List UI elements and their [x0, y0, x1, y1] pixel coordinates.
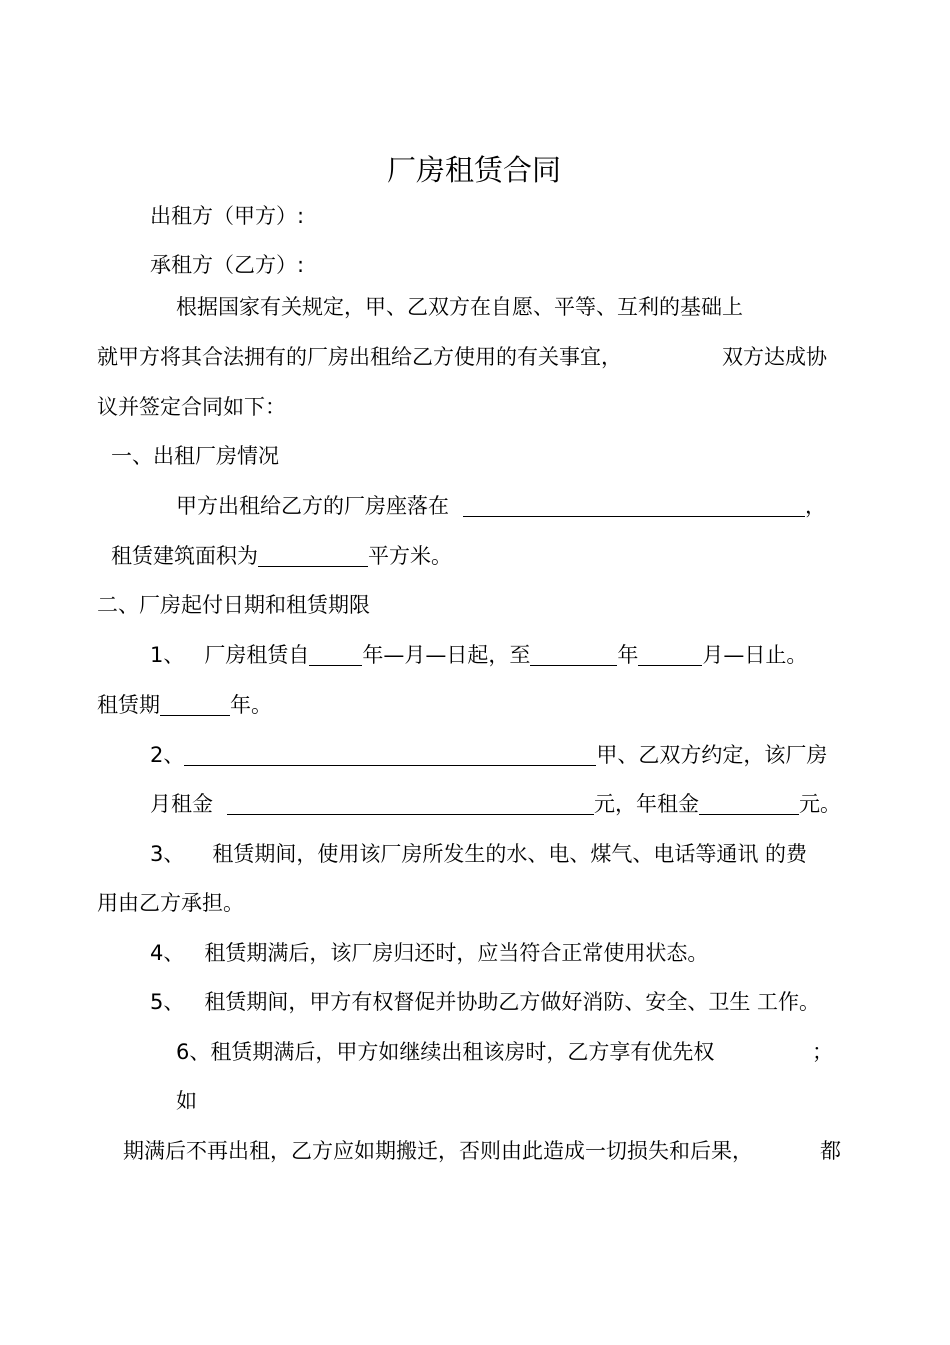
annual-rent-unit: 元。 [799, 792, 841, 816]
preamble-line-3: 议并签定合同如下： [97, 395, 286, 419]
item-1-text-d: 月—日止。 [702, 643, 808, 667]
end-year-blank [530, 643, 617, 666]
preamble-line-2b: 双方达成协 [722, 345, 827, 369]
item-5-text: 租赁期间，甲方有权督促并协助乙方做好消防、安全、卫生 工作。 [204, 990, 821, 1014]
item-2-text-a: 甲、乙双方约定，该厂房 [596, 743, 828, 767]
item-6-line-3: 期满后不再出租，乙方应如期搬迁，否则由此造成一切损失和后果， [123, 1139, 753, 1163]
item-1-line-1 [150, 641, 807, 669]
end-month-blank [638, 643, 702, 666]
location-label: 甲方出租给乙方的厂房座落在 [176, 494, 449, 518]
item-1-text-b: 年—月—日起，至 [362, 643, 531, 667]
item-2-number: 2、 [150, 743, 185, 767]
item-3-number: 3、 [150, 842, 185, 866]
item-6-line-1: 6、租赁期满后，甲方如继续出租该房时，乙方享有优先权 [176, 1040, 715, 1064]
item-6-line-2: 如 [176, 1089, 197, 1113]
item-1-text-c: 年 [617, 643, 639, 667]
annual-rent-blank [699, 792, 799, 815]
item-5-line [150, 988, 820, 1016]
item-4-number: 4、 [150, 941, 185, 965]
item-6-semicolon: ； [812, 1040, 833, 1064]
area-label: 租赁建筑面积为 [111, 544, 258, 568]
item-4-line [150, 939, 708, 967]
section-2-heading: 二、厂房起付日期和租赁期限 [97, 593, 370, 617]
section-1-area-line [111, 542, 452, 570]
monthly-rent-label: 月租金 [150, 792, 213, 816]
item-3-text-a: 租赁期间，使用该厂房所发生的水、电、煤气、电话等通讯 的费 [212, 842, 808, 866]
lease-term-unit: 年。 [230, 693, 272, 717]
preamble-line-2a: 就甲方将其合法拥有的厂房出租给乙方使用的有关事宜， [97, 345, 622, 369]
item-2-line-2 [150, 790, 841, 818]
section-1-location-line [176, 492, 826, 520]
start-year-blank [309, 643, 362, 666]
area-unit: 平方米。 [368, 544, 452, 568]
lease-term-blank [160, 693, 230, 716]
area-blank [258, 544, 368, 567]
lease-term-label: 租赁期 [97, 693, 160, 717]
annual-rent-label: 元，年租金 [594, 792, 699, 816]
lessee-line: 承租方（乙方）: [150, 253, 305, 277]
item-5-number: 5、 [150, 990, 185, 1014]
item-1-line-2 [97, 691, 272, 719]
item-4-text: 租赁期满后，该厂房归还时，应当符合正常使用状态。 [204, 941, 709, 965]
monthly-rent-blank [227, 792, 594, 815]
item-3-line-2: 用由乙方承担。 [97, 891, 244, 915]
item-1-number: 1、 [150, 643, 185, 667]
location-comma: ， [805, 494, 826, 518]
item-6-line-3-end: 都 [820, 1139, 841, 1163]
section-1-heading: 一、出租厂房情况 [111, 444, 279, 468]
location-blank [463, 494, 805, 517]
item-2-blank [184, 743, 596, 766]
document-title: 厂房租赁合同 [387, 153, 562, 187]
item-1-text-a: 厂房租赁自 [204, 643, 310, 667]
preamble-line-1: 根据国家有关规定，甲、乙双方在自愿、平等、互利的基础上 [176, 295, 743, 319]
item-3-line-1 [150, 840, 807, 868]
item-2-line-1 [150, 741, 827, 769]
lessor-line: 出租方（甲方）: [150, 204, 305, 228]
